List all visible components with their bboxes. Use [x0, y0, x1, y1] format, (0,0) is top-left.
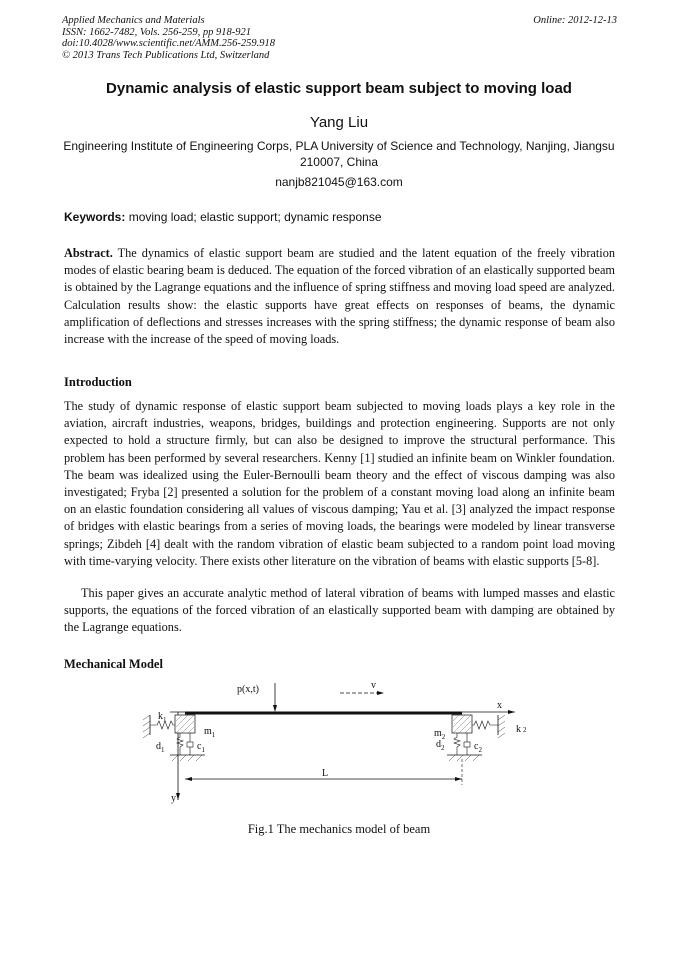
left-support — [143, 711, 216, 761]
d1-label: $d_1$ — [156, 741, 165, 754]
k2-label: k 2 — [516, 724, 527, 735]
online-date: Online: 2012-12-13 — [533, 15, 617, 26]
abstract — [64, 245, 615, 348]
author-name: Yang Liu — [309, 114, 369, 131]
velocity-label: v — [371, 680, 376, 691]
beam-model-figure — [130, 675, 550, 815]
velocity-arrow-icon — [377, 691, 384, 695]
x-axis-label: x — [497, 700, 502, 711]
journal-name: Applied Mechanics and Materials — [62, 15, 205, 26]
m2-label: $m_2$ — [434, 728, 446, 741]
author-email: nanjb821045@163.com — [275, 175, 403, 189]
author-affiliation: Engineering Institute of Engineering Corps, PLA University of Science and Technology, Nanjing, Jiangsu 210007, China — [63, 139, 615, 169]
mechanical-model-heading: Mechanical Model — [64, 657, 163, 671]
keywords-label: Keywords: — [64, 210, 126, 224]
keywords — [64, 210, 616, 224]
abstract-label: Abstract. — [64, 246, 113, 260]
copyright-line: © 2013 Trans Tech Publications Ltd, Switzerland — [62, 49, 270, 61]
x-axis-arrow-icon — [508, 710, 515, 714]
introduction-paragraph-1: The study of dynamic response of elastic support beam subjected to moving loads plays a key role in the aviation, aircraft industries, weapons, bridges, buildings and protection engineering. Supports are not only expected to hold a structure firmly, but can also be designed to improve the structural performance. This problem has been performed by several researchers. Kenny [1] studied an infinite beam on Winkler foundation. The beam was idealized using the Euler-Bernoulli beam theory and the effect of viscous damping was also investigated; Fryba [2] presented a solution for the problem of a constant moving load along an infinite beam on an elastic foundation considering all values of viscous damping; Yau et al. [3] analyzed the impact response of bridges with elastic bearings from a series of moving loads, the bearings were modeled by linear transverse springs; Zibdeh [4] dealt with the random vibration of elastic beam subjected to a random point load moving with time-varying velocity. There exists other literature on the vibration of beams with elastic supports [5-8]. — [64, 399, 615, 568]
keywords-text: moving load; elastic support; dynamic response — [125, 210, 382, 224]
introduction-heading: Introduction — [64, 375, 132, 389]
doi-line: doi:10.4028/www.scientific.net/AMM.256-259.918 — [62, 38, 275, 49]
spring-k2 — [472, 721, 498, 729]
length-label: L — [322, 768, 329, 779]
damper-c1 — [187, 742, 193, 747]
abstract-text: The dynamics of elastic support beam are studied and the latent equation of the freely vibration modes of elastic bearing beam is deduced. The equation of the forced vibration of an elastically supported beam is obtained by the Lagrange equations and the influence of spring stiffness and moving load speed are analyzed. Calculation results show: the elastic supports have great effects on responses of beams, the dynamic amplification of deflections and stresses increases with the spring stiffness; the dynamic response of beam also increase with the increase of the speed of moving loads. — [64, 246, 615, 347]
spring-d2 — [454, 733, 460, 755]
load-label: p(x,t) — [237, 684, 259, 695]
length-right-arrow-icon — [455, 777, 462, 781]
journal-header — [62, 15, 617, 61]
figure-caption: Fig.1 The mechanics model of beam — [247, 822, 431, 836]
load-arrow-icon — [273, 705, 277, 712]
c2-label: $c_2$ — [474, 741, 482, 754]
k1-label: $k_1$ — [158, 711, 167, 724]
y-axis-label: y — [171, 793, 176, 804]
paper-title: Dynamic analysis of elastic support beam subject to moving load — [106, 80, 572, 97]
length-left-arrow-icon — [185, 777, 192, 781]
introduction-paragraph-2: This paper gives an accurate analytic method of lateral vibration of beams with lumped masses and elastic supports, the equations of the forced vibration of an elastically supported beam with damping are obtained by the Lagrange equations. — [64, 586, 615, 635]
right-support — [434, 715, 527, 761]
damper-c2 — [464, 742, 470, 747]
issn-line: ISSN: 1662-7482, Vols. 256-259, pp 918-921 — [62, 26, 251, 38]
d2-label: $d_2$ — [436, 739, 445, 752]
y-axis-arrow-icon — [176, 793, 180, 800]
c1-label: $c_1$ — [197, 741, 205, 754]
m1-label: $m_1$ — [204, 726, 216, 739]
